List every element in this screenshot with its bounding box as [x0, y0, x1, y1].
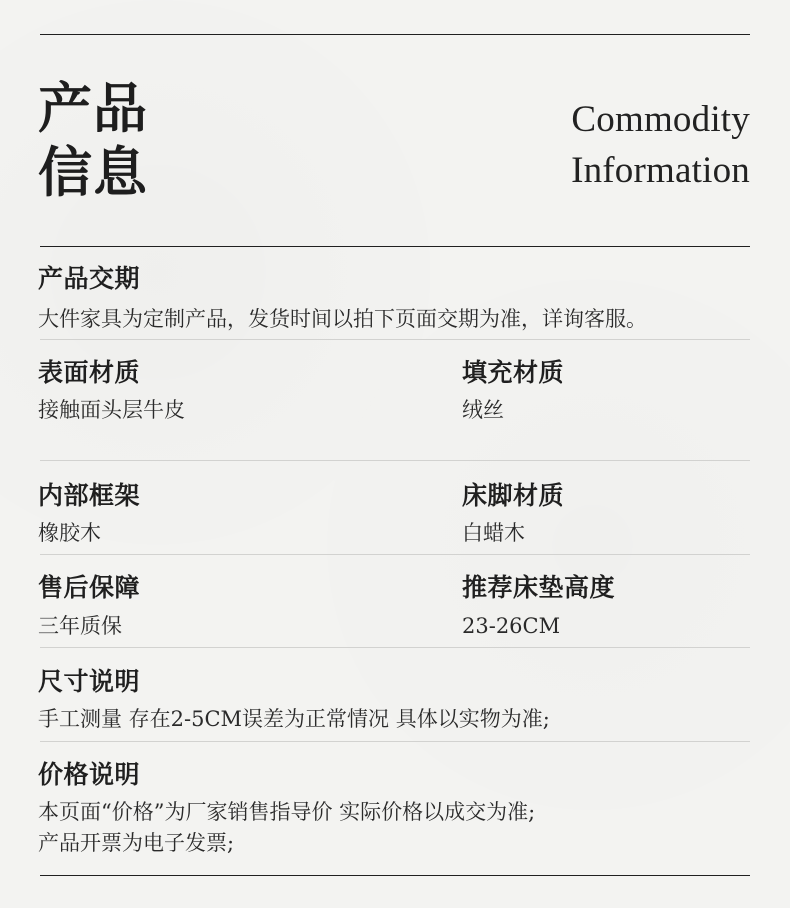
frame-material-value: 橡胶木 [38, 521, 101, 545]
cn-title-line-1: 产品 [38, 76, 148, 140]
delivery-value: 大件家具为定制产品，发货时间以拍下页面交期为准，详询客服。 [38, 307, 647, 331]
cn-title [38, 76, 178, 204]
warranty-label: 售后保障 [38, 573, 141, 602]
warranty-value: 三年质保 [38, 614, 122, 638]
mattress-height-value: 23-26CM [462, 614, 561, 638]
cn-title-line-2: 信息 [38, 140, 148, 204]
top-divider [40, 34, 750, 35]
size-note-label: 尺寸说明 [38, 667, 141, 696]
delivery-label: 产品交期 [38, 264, 141, 293]
mattress-height-label: 推荐床垫高度 [462, 573, 616, 602]
bottom-divider [40, 875, 750, 876]
section-divider [40, 647, 750, 648]
en-title [490, 94, 750, 196]
header-divider [40, 246, 750, 247]
en-title-line-2: Information [571, 150, 750, 191]
leg-material-label: 床脚材质 [462, 481, 565, 510]
price-note-label: 价格说明 [38, 760, 141, 789]
surface-material-value: 接触面头层牛皮 [38, 398, 185, 422]
price-note-line-1: 本页面“价格”为厂家销售指导价 实际价格以成交为准; [38, 800, 536, 824]
surface-material-label: 表面材质 [38, 358, 141, 387]
frame-material-label: 内部框架 [38, 481, 141, 510]
filling-material-value: 绒丝 [462, 398, 504, 422]
section-divider [40, 460, 750, 461]
section-divider [40, 554, 750, 555]
section-divider [40, 339, 750, 340]
filling-material-label: 填充材质 [462, 358, 565, 387]
en-title-line-1: Commodity [571, 99, 750, 140]
section-divider [40, 741, 750, 742]
leg-material-value: 白蜡木 [462, 521, 525, 545]
price-note-line-2: 产品开票为电子发票; [38, 831, 235, 855]
size-note-value: 手工测量 存在2-5CM误差为正常情况 具体以实物为准; [38, 707, 550, 731]
